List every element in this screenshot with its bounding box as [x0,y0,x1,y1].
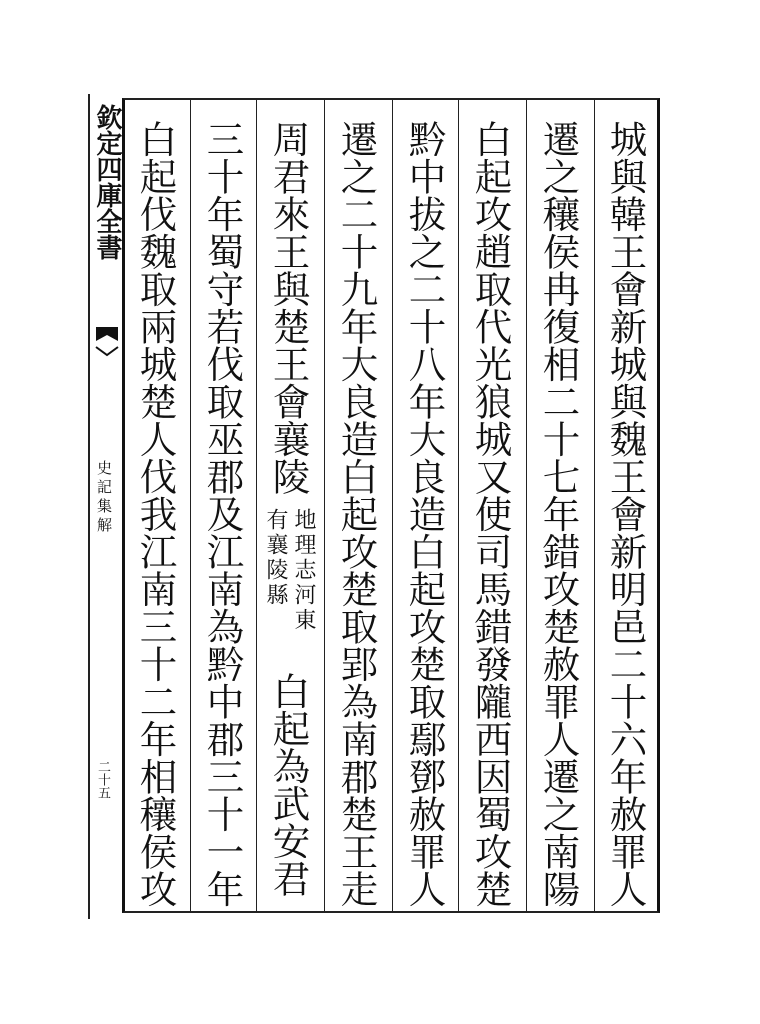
text-column-6-main: 周君來王與楚王會襄陵 [266,120,311,495]
text-column-1: 城與韓王會新城與魏王會新明邑二十六年赦罪人 [603,120,648,908]
text-column-3: 白起攻趙取代光狼城又使司馬錯發隴西因蜀攻楚 [468,120,513,908]
text-column-5: 遷之二十九年大良造白起攻楚取郢為南郡楚王走 [334,120,379,908]
commentary-right: 地理志河東 [291,508,316,633]
book-name: 史記集解 [95,460,113,536]
column-divider [190,98,191,913]
text-column-8: 白起伐魏取兩城楚人伐我江南三十二年相穰侯攻 [133,120,178,908]
column-divider [256,98,257,913]
fish-tail-icon [94,325,120,365]
text-column-7: 三十年蜀守若伐取巫郡及江南為黔中郡三十一年 [200,120,245,908]
column-divider [458,98,459,913]
column-divider [392,98,393,913]
page-number: 二十五 [95,760,110,799]
column-divider [526,98,527,913]
text-column-2: 遷之穰侯冉復相二十七年錯攻楚赦罪人遷之南陽 [536,120,581,908]
text-column-6-after: 白起為武安君 [266,672,311,897]
library-title: 欽定四庫全書 [92,104,122,260]
text-column-4: 黔中拔之二十八年大良造白起攻楚取鄢鄧赦罪人 [402,120,447,908]
commentary-left: 有襄陵縣 [263,508,288,608]
column-divider [324,98,325,913]
column-divider [594,98,595,913]
